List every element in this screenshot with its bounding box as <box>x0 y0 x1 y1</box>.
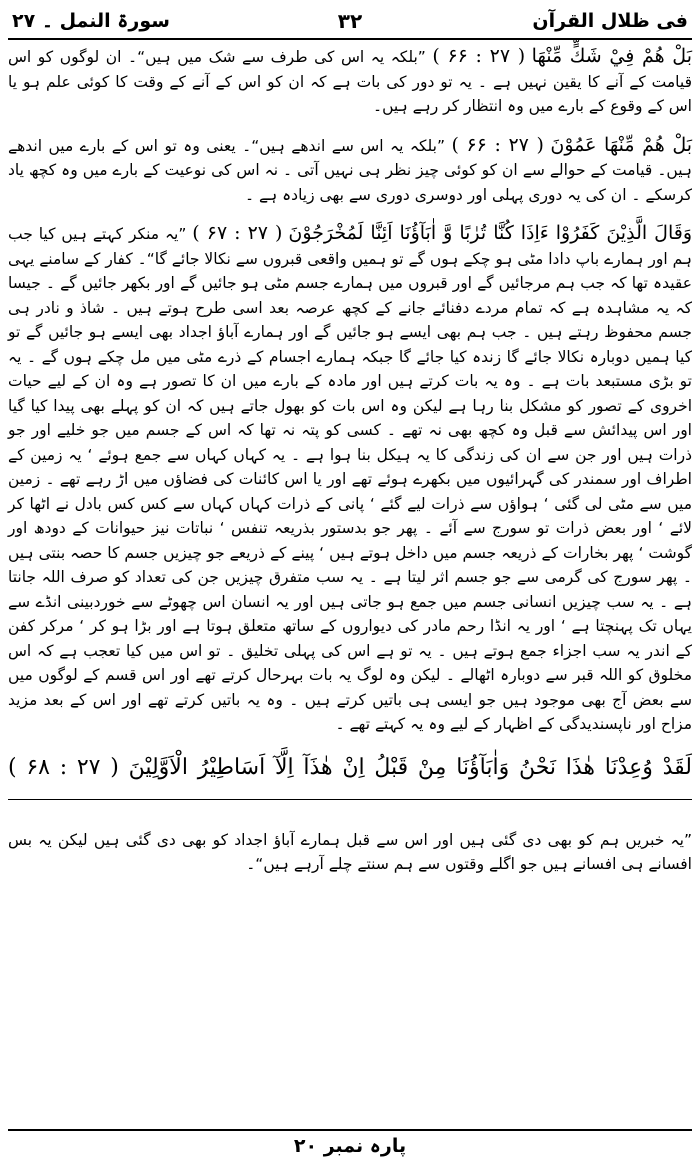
highlighted-verse-reference: ( ۲۷ : ۶۸ ) <box>8 754 119 780</box>
quran-verse: بَلْ هُمْ مِّنْهَا عَمُوْنَ <box>550 133 693 156</box>
highlighted-verse-text: لَقَدْ وُعِدْنَا هٰذَا نَحْنُ وَاٰبَآؤُنَا مِنْ قَبْلُ اِنْ هٰذَآ اِلَّآ اَسَاطِيْرُ الْاَوَّلِيْنَ <box>128 754 692 780</box>
paragraph-text: ”بلکہ یہ اس کی طرف سے شک میں ہیں“۔ ان لوگوں کو اس قیامت کے آنے کا یقین نہیں ہے ۔ یہ تو دور کی بات ہے کہ ان کو اس کے آنے کے وقت کا کوئی علم ہو یا اس کے وقوع کے بارے میں وہ انتظار کر رہے ہیں۔ <box>8 48 692 115</box>
footer-rule <box>8 1129 692 1131</box>
quran-verse: وَقَالَ الَّذِيْنَ كَفَرُوْا ءَاِذَا كُنَّا تُرٰبًا وَّ اٰبَآؤُنَا اَئِنَّا لَمُخْرَجُوْنَ <box>288 222 693 244</box>
paragraph-text: ”بلکہ یہ اس سے اندھے ہیں“۔ یعنی وہ تو اس کے بارے میں اندھے ہیں۔ قیامت کے حوالے سے ان کو کوئی چیز نظر ہی نہیں آتی ۔ نہ اس کی نوعیت کے بارے میں وہ کچھ یاد کرسکے ۔ ان کی یہ دوری پہلی اور دوسری دوری سے بھی زیادہ ہے ۔ <box>8 136 692 204</box>
paragraph-3 <box>8 221 692 737</box>
surah-reference: سورۃ النمل ۔ ۲۷ <box>12 10 170 32</box>
verse-reference: ( ۲۷ : ۶۷ ) <box>192 222 283 244</box>
book-title: فی ظلال القرآن <box>532 10 688 32</box>
paragraph-1 <box>8 44 692 119</box>
page-header <box>8 4 692 38</box>
header-rule <box>8 38 692 40</box>
verse-divider <box>8 799 692 800</box>
closing-quote: ”یہ خبریں ہم کو بھی دی گئی ہیں اور اس سے قبل ہمارے آباؤ اجداد کو بھی دی گئی ہیں لیکن یہ بس افسانے ہی افسانے ہیں جو اگلے وقتوں سے ہم سنتے چلے آرہے ہیں“۔ <box>8 830 692 873</box>
verse-reference: ( ۲۷ : ۶۶ ) <box>451 133 544 156</box>
highlighted-verse <box>8 751 692 785</box>
quran-verse: بَلْ هُمْ فِيْ شَكٍّ مِّنْهَا <box>531 45 692 67</box>
paragraph-2 <box>8 133 692 208</box>
page-body <box>8 44 692 892</box>
verse-reference: ( ۲۷ : ۶۶ ) <box>432 45 526 67</box>
page-number: ۳۲ <box>337 9 363 33</box>
para-number: پارہ نمبر ۲۰ <box>293 1135 407 1157</box>
page-footer <box>0 1135 700 1165</box>
paragraph-text: ”یہ منکر کہتے ہیں کیا جب ہم اور ہمارے باپ دادا مٹی ہو چکے ہوں گے تو ہمیں واقعی قبروں سے نکالا جائے گا“۔ کفار کے سامنے یہی عقیدہ تھا کہ جب ہم مرجائیں گے اور قبروں میں ہمارے جسم مٹی ہو جائیں گے اور بکھر جائیں گے ۔ جیسا کہ یہ مشاہدہ ہے کہ تمام مردے دفنائے جانے کے کچھ عرصہ بعد اسی طرح ہوتے ہیں ۔ شاذ و نادر ہی جسم محفوظ رہتے ہیں ۔ جب ہم بھی ایسے ہو جائیں گے اور ہمارے آباؤ اجداد بھی ایسے ہو جائیں گے تو کیا ہمیں دوبارہ نکالا جائے گا زندہ کیا جائے گا جبکہ ہمارے اجسام کے ذرے مٹی میں مل چکے ہوں گے ۔ یہ تو بڑی مستبعد بات ہے ۔ وہ یہ بات کرتے ہیں اور مادہ کے بارے میں ان کا تصور ہے وہ ان کے لیے حیات اخروی کے تصور کو مشکل بنا رہا ہے لیکن وہ اس بات کو بھول جاتے ہیں کہ ان کو پہلے بھی پیدا کیا گیا اور اس پیدائش سے قبل وہ کچھ بھی نہ تھے ۔ کسی کو پتہ نہ تھا کہ اس کے جسم میں جو خلیے اور جو ذرات ہیں اور جن سے ان کی زندگی کا یہ ہیکل بنا ہوا ہے ۔ یہ کہاں کہاں سے جمع ہوئے ‘ یہ زمین کے اطراف اور سمندر کی گہرائیوں میں بکھرے ہوئے تھے اور یا اس کائنات کی فضاؤں میں اڑ رہے تھے ۔ زمین میں سے مٹی لی گئی ‘ ہواؤں سے ذرات لیے گئے ‘ پانی کے ذرات کہاں کہاں سے کس کس بادل نے اٹھا کر لائے ‘ اور بعض ذرات تو سورج سے آئے ۔ پھر جو بدستور بذریعہ تنفس ‘ نباتات نیز حیوانات کے دودھ اور گوشت ‘ پھر بخارات کے ذریعہ جسم میں داخل ہوتے ہیں ‘ پینے کے ذریعے جو چیزیں جسم کا حصہ بنتی ہیں ۔ پھر سورج کی گرمی سے جو جسم اثر لیتا ہے ۔ یہ سب متفرق چیزیں جن کی تعداد کو صرف اللہ جانتا ہے ۔ یہ سب چیزیں انسانی جسم میں جمع ہو جاتی ہیں اور یہ انسان اس چھوٹے سے خوردبینی انڈے سے یہاں تک پہنچتا ہے ‘ اور یہ انڈا رحم مادر کی دیواروں کے ساتھ متعلق ہوتا ہے اور بڑا ہو کر ‘ مرکر کفن کے اندر یہ سب اجزاء جمع ہوتے ہیں ۔ یہ تو ہے اس کی پہلی تخلیق ۔ تو اس میں کیا تعجب ہے کہ اس مخلوق کو اللہ قبر سے دوبارہ اٹھالے ۔ لیکن وہ لوگ یہ بات بہرحال کرتے تھے اور اس قسم کے لوگوں میں سے بعض آج بھی موجود ہیں جو ایسی ہی باتیں کرتے ہیں ۔ وہ یہ باتیں کرتے تھے اور اس کے بعد مزید مزاح اور ناپسندیدگی کے اظہار کے لیے وہ یہ کہتے تھے ۔ <box>7 225 692 733</box>
